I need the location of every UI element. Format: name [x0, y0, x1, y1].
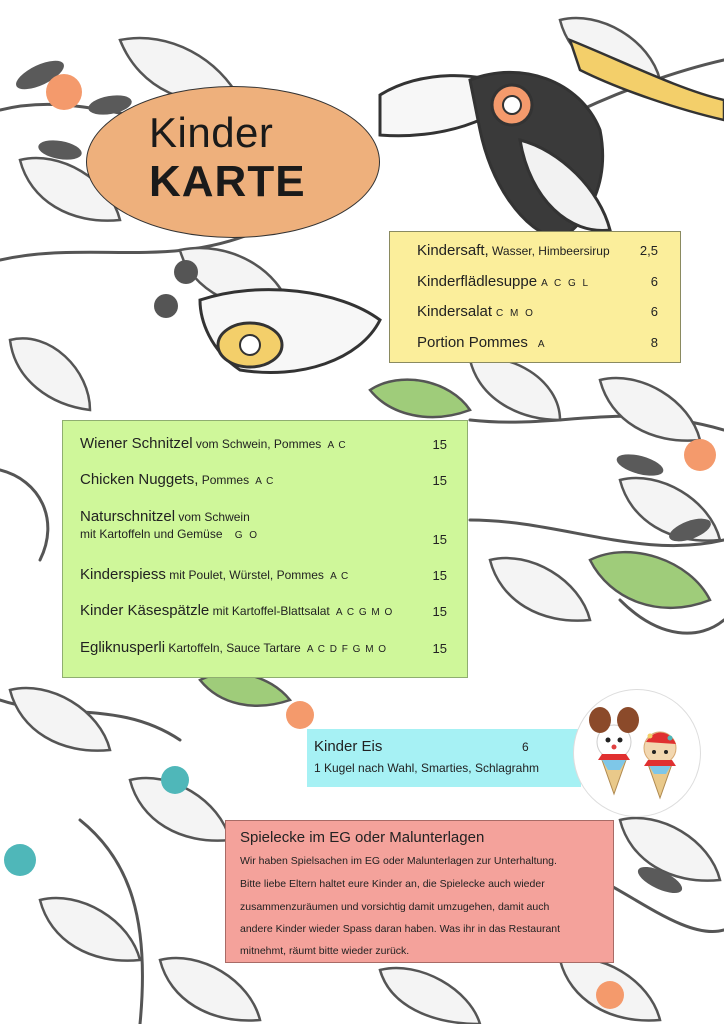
item-description: 1 Kugel nach Wahl, Smarties, Schlagrahm: [314, 761, 539, 775]
item-price: 6: [650, 304, 658, 319]
play-corner-text-line: andere Kinder wieder Spass daran haben. Was ihr in das Restaurant: [240, 923, 561, 935]
menu-item: [80, 471, 447, 488]
item-description: vom Schwein: [175, 510, 250, 524]
title-karte: KARTE: [149, 157, 306, 206]
item-allergens: A C: [327, 440, 347, 451]
item-description: Pommes: [198, 473, 250, 487]
item-description: mit Kartoffel-Blattsalat: [209, 604, 330, 618]
play-corner-text-line: Wir haben Spielsachen im EG oder Malunterlagen zur Unterhaltung.: [240, 855, 557, 867]
menu-item: [417, 242, 670, 266]
item-allergens: A C D F G M O: [306, 644, 388, 655]
menu-item: [80, 566, 447, 583]
item-name: Chicken Nuggets,: [80, 471, 199, 488]
item-allergens: A C G M O: [335, 607, 394, 618]
item-name: Kinder Eis: [314, 738, 383, 755]
title-kinder: Kinder: [149, 109, 274, 156]
drinks-menu-box: [389, 231, 681, 363]
item-name: Wiener Schnitzel: [80, 435, 193, 452]
item-name: Kindersaft,: [417, 242, 489, 259]
item-allergens: A C: [255, 476, 275, 487]
ice-cream-box: [307, 729, 581, 787]
item-name: Kinderspiess: [80, 566, 166, 583]
item-allergens: A C: [330, 571, 350, 582]
item-name: Portion Pommes: [417, 334, 528, 351]
item-name: Kindersalat: [417, 303, 493, 320]
item-description: Wasser, Himbeersirup: [488, 244, 610, 258]
item-price: 15: [432, 473, 447, 488]
menu-item: [417, 303, 670, 327]
menu-item: [80, 602, 447, 619]
menu-item: [80, 508, 447, 547]
item-price: 15: [432, 604, 447, 619]
item-name: Kinderflädlesuppe: [417, 273, 538, 290]
mains-menu-box: [62, 420, 468, 678]
play-corner-title: Spielecke im EG oder Malunterlagen: [240, 829, 485, 846]
play-corner-text-line: zusammenzuräumen und vorsichtig damit umzugehen, damit auch: [240, 901, 550, 913]
ice-cream-illustration: [573, 689, 701, 817]
item-allergens: C M O: [496, 308, 535, 319]
item-price: 15: [432, 641, 447, 656]
item-price: 15: [432, 532, 447, 547]
menu-item: [417, 334, 670, 358]
item-price: 15: [432, 437, 447, 452]
item-description: Kartoffeln, Sauce Tartare: [165, 641, 301, 655]
play-corner-text-line: Bitte liebe Eltern haltet eure Kinder an, die Spielecke auch wieder: [240, 878, 545, 890]
item-name: Kinder Käsespätzle: [80, 602, 210, 619]
item-price: 15: [432, 568, 447, 583]
item-allergens: A: [537, 339, 547, 350]
title-oval: [86, 86, 380, 238]
item-description-line2: mit Kartoffeln und Gemüse: [80, 527, 223, 541]
item-allergens: G O: [234, 530, 260, 541]
item-name: Egliknusperli: [80, 639, 166, 656]
item-price: 6: [650, 274, 658, 289]
menu-item: [417, 273, 670, 297]
play-corner-text-line: mitnehmt, räumt bitte wieder zurück.: [240, 945, 410, 957]
menu-item: [80, 639, 447, 656]
item-name: Naturschnitzel: [80, 508, 176, 525]
menu-item: [80, 435, 447, 452]
item-description: mit Poulet, Würstel, Pommes: [165, 568, 324, 582]
item-description: vom Schwein, Pommes: [192, 437, 322, 451]
play-corner-box: [225, 820, 614, 963]
item-price: 8: [650, 335, 658, 350]
item-allergens: A C G L: [541, 278, 591, 289]
item-price: 6: [522, 740, 529, 754]
item-price: 2,5: [639, 243, 658, 258]
